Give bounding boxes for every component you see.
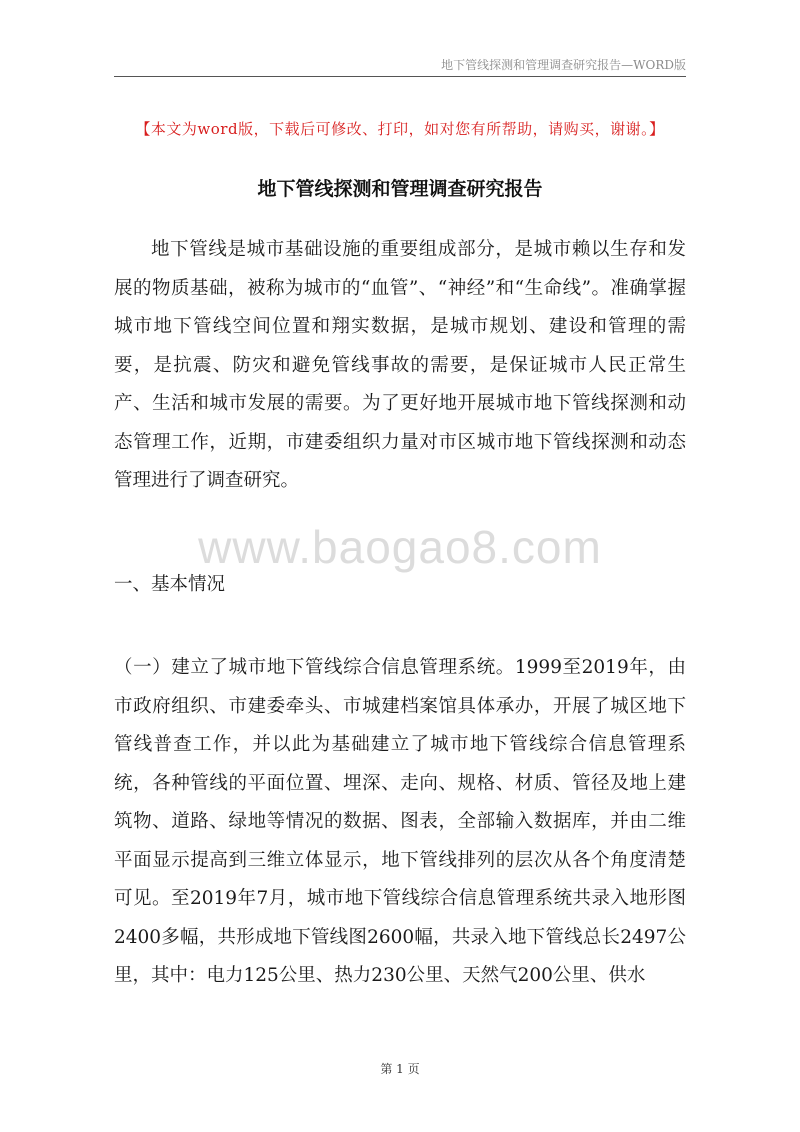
purchase-notice: 【本文为word版，下载后可修改、打印，如对您有所帮助，请购买，谢谢。】 — [135, 120, 665, 138]
document-title: 地下管线探测和管理调查研究报告 — [257, 178, 543, 200]
header-divider — [114, 76, 686, 77]
section-paragraph: （一）建立了城市地下管线综合信息管理系统。1999至2019年，由市政府组织、市建委牵头、市城建档案馆具体承办，开展了城区地下管线普查工作，并以此为基础建立了城市地下管线综合信息管理系统，各种管线的平面位置、埋深、走向、规格、材质、管径及地上建筑物、道路、绿地等情况的数据、图表，全部输入数据库，并由二维平面显示提高到三维立体显示，地下管线排列的层次从各个角度清楚可见。至2019年7月，城市地下管线综合信息管理系统共录入地形图2400多幅，共形成地下管线图2600幅，共录入地下管线总长2497公里，其中：电力125公里、热力230公里、天然气200公里、供水 — [114, 657, 686, 986]
intro-paragraph: 地下管线是城市基础设施的重要组成部分，是城市赖以生存和发展的物质基础，被称为城市的“血管”、“神经”和“生命线”。准确掌握城市地下管线空间位置和翔实数据，是城市规划、建设和管理的需要，是抗震、防灾和避免管线事故的需要，是保证城市人民正常生产、生活和城市发展的需要。为了更好地开展城市地下管线探测和动态管理工作，近期，市建委组织力量对市区城市地下管线探测和动态管理进行了调查研究。 — [114, 239, 686, 491]
running-header: 地下管线探测和管理调查研究报告—WORD版 — [441, 58, 686, 72]
section-heading: 一、基本情况 — [114, 574, 226, 595]
page-number: 第 1 页 — [380, 1062, 420, 1076]
site-watermark: www.baogao8.com — [198, 521, 602, 573]
